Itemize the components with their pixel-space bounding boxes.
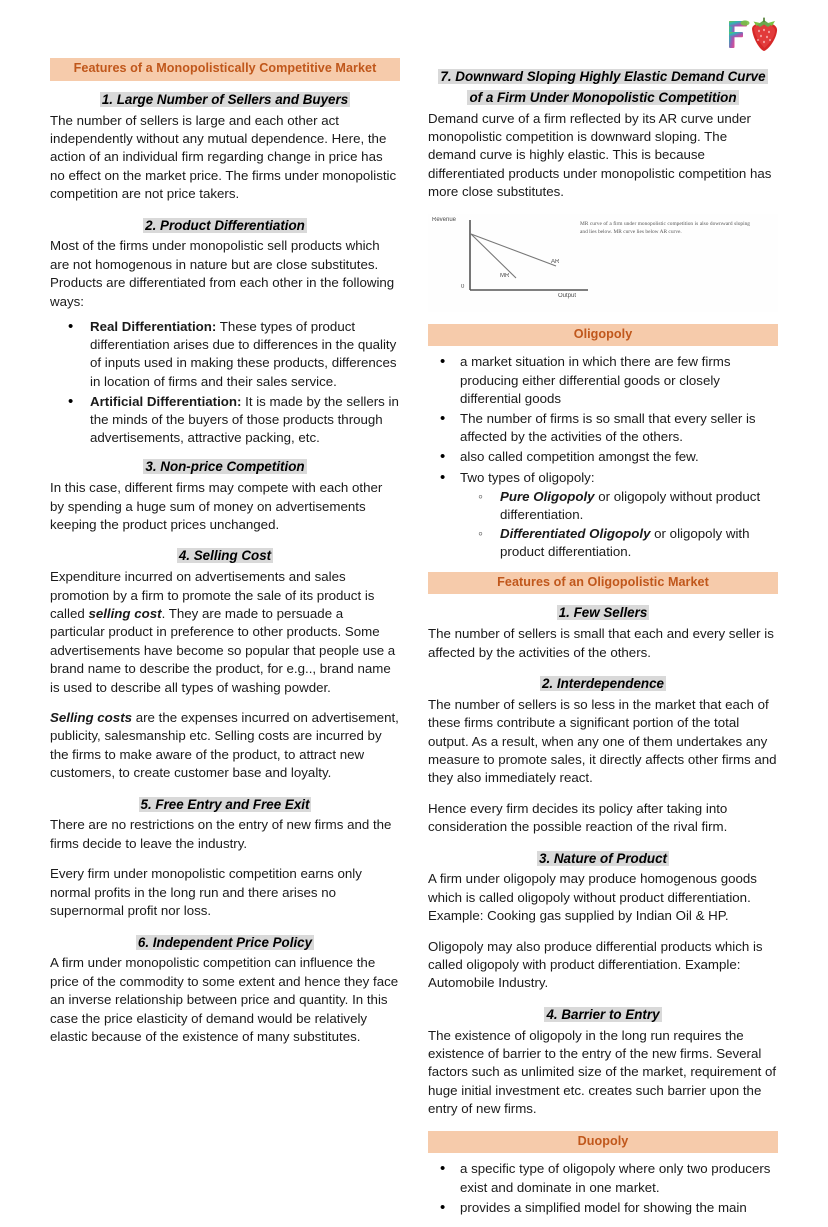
banner-monopolistic-features: Features of a Monopolistically Competitive Market [50, 58, 400, 81]
paragraph-nature-of-product-2: Oligopoly may also produce differential products which is called oligopoly with product differentiation. Example: Automobile Industry. [428, 938, 763, 991]
subheading-text: 2. Interdependence [541, 675, 665, 691]
subheading-text: 3. Nature of Product [539, 850, 667, 866]
list-duopoly-points [428, 1160, 778, 1217]
subheading-downward-sloping-demand-curve [428, 67, 778, 109]
banner-oligopoly: Oligopoly [428, 324, 778, 347]
subheading-line-1: 7. Downward Sloping Highly Elastic Demand Curve [440, 69, 766, 84]
logo-letter-f [729, 20, 750, 48]
subheading-text: 4. Selling Cost [178, 548, 272, 564]
subheading-text: 1. Few Sellers [558, 605, 648, 621]
figure-note-text: MR curve of a firm under monopolistic competition is also downward sloping and lies below. MR curve lies below AR curve. [580, 220, 750, 235]
list-item [428, 469, 778, 562]
subheading-text: 3. Non-price Competition [145, 459, 305, 475]
sub-list-item [460, 525, 778, 561]
subheading-nature-of-product [428, 849, 778, 870]
paragraph-selling-cost-2 [50, 709, 400, 783]
bullet-text: It is made by the sellers in the minds of the buyers of those products through advertisements, attractive packing, etc. [90, 393, 399, 446]
paragraph-product-differentiation: Most of the firms under monopolistic sell products which are not homogenous in nature but are close substitutes. Products are differentiated from each other in the following ways: [50, 238, 395, 309]
sub-bullet-lead: Pure Oligopoly [500, 488, 595, 504]
paragraph-interdependence-1: The number of sellers is so less in the market that each of these firms contribute a significant portion of the total output. As a result, when any one of them undertakes any measure to promote sales, it directly affects other firms and they also immediately react. [428, 696, 777, 786]
figure-x-axis-label: Output [558, 292, 577, 299]
banner-duopoly: Duopoly [428, 1131, 778, 1154]
sub-bullet-text: or oligopoly with product differentiation. [500, 526, 750, 560]
subheading-interdependence [428, 674, 778, 695]
figure-curve-mr-label: MR [500, 272, 510, 279]
sub-bullet-text: or oligopoly without product differentiation. [500, 488, 761, 522]
subheading-text: 1. Large Number of Sellers and Buyers [101, 91, 349, 107]
figure-y-axis-label: Revenue [432, 216, 457, 223]
paragraph-demand-curve: Demand curve of a firm reflected by its AR curve under monopolistic competition is downward sloping. The demand curve is highly elastic. This is because differentiated products under monopolistic competition has more close substitutes. [428, 110, 772, 200]
subheading-large-number-of-sellers [50, 90, 400, 111]
subheading-text: 5. Free Entry and Free Exit [140, 796, 310, 812]
subheading-free-entry-free-exit [50, 795, 400, 816]
list-oligopoly-points [428, 353, 778, 561]
list-differentiation-types [50, 318, 400, 447]
subheading-non-price-competition [50, 457, 400, 478]
bullet-lead: Real Differentiation: [90, 318, 217, 334]
selling-costs-text: are the expenses incurred on advertisement, publicity, salesmanship etc. Selling costs are incurred by the firms to make aware of the product, to attract new customers, to create customer base and loyalty. [50, 710, 399, 781]
figure-curve-ar-label: AR [551, 258, 560, 265]
left-column [50, 58, 400, 1227]
subheading-product-differentiation [50, 216, 400, 237]
subheading-text: 4. Barrier to Entry [546, 1006, 660, 1022]
selling-costs-emphasis: Selling costs [50, 710, 133, 726]
paragraph-large-number-of-sellers: The number of sellers is large and each other act independently without any mutual dependence. Here, the action of an individual firm regarding change in price has no effect on the market price. The firms under monopolistic competition are not price takers. [50, 112, 397, 202]
subheading-few-sellers [428, 603, 778, 624]
subheading-line-2: of a Firm Under Monopolistic Competition [469, 89, 737, 105]
logo-svg [724, 14, 788, 56]
sub-list-item [460, 488, 778, 524]
subheading-barrier-to-entry [428, 1005, 778, 1026]
bullet-text: Two types of oligopoly: [460, 469, 595, 485]
paragraph-interdependence-2: Hence every firm decides its policy after taking into consideration the possible reaction of the rival firm. [428, 800, 728, 835]
subheading-selling-cost [50, 546, 400, 567]
subheading-independent-price-policy [50, 933, 400, 954]
list-item [50, 318, 400, 391]
list-oligopoly-types [460, 488, 778, 562]
curve-ar [471, 234, 556, 266]
paragraph-nature-of-product-1: A firm under oligopoly may produce homogenous goods which is called oligopoly without product differentiation. Example: Cooking gas supplied by Indian Oil & HP. [428, 871, 757, 924]
paragraph-independent-price-policy: A firm under monopolistic competition can influence the price of the commodity to some extent and hence they face an inverse relationship between price and quantity. In this case the price elasticity of demand would be relatively elastic because of the existence of many substitutes. [50, 955, 399, 1044]
list-item: • The number of firms is so small that every seller is affected by the activities of the others. [428, 410, 778, 446]
paragraph-barrier-to-entry: The existence of oligopoly in the long run requires the existence of barrier to the entry of the new firms. Several factors such as unlimited size of the market, requirement of huge initial investment etc. creates such barrier upon the entry of new firms. [428, 1027, 777, 1117]
paragraph-non-price-competition: In this case, different firms may compete with each other by spending a huge sum of money on advertisements keeping the product prices unchanged. [50, 480, 383, 533]
list-item: • a market situation in which there are few firms producing either differential goods or closely differential goods [428, 353, 778, 408]
bullet-lead: Artificial Differentiation: [90, 393, 242, 409]
curve-mr [471, 234, 516, 278]
strawberry-icon [752, 18, 777, 52]
sub-bullet-lead: Differentiated Oligopoly [500, 526, 651, 542]
right-column [428, 58, 778, 1227]
list-item: • also called competition amongst the few. [428, 448, 778, 466]
figure-revenue-output-curves [428, 214, 778, 312]
figure-origin-label: 0 [461, 283, 465, 290]
selling-cost-text-a: Expenditure incurred on advertisements and sales promotion by a firm to promote the sale of its product is called [50, 569, 375, 622]
two-column-layout [0, 58, 828, 1227]
paragraph-few-sellers: The number of sellers is small that each and every seller is affected by the activities of the others. [428, 626, 774, 660]
banner-oligopolistic-features: Features of an Oligopolistic Market [428, 572, 778, 595]
paragraph-selling-cost-1 [50, 568, 400, 697]
list-item: • a specific type of oligopoly where only two producers exist and dominate in one market. [428, 1160, 778, 1196]
list-item [50, 393, 400, 448]
paragraph-free-entry-2: Every firm under monopolistic competition earns only normal profits in the long run and there arises no supernormal profit nor loss. [50, 866, 362, 919]
selling-cost-emphasis: selling cost [88, 606, 162, 622]
bullet-text: These types of product differentiation arises due to differences in the quality of inputs used in making these products, differences in location of firms and their sales service. [90, 318, 397, 389]
brand-logo [724, 14, 788, 56]
list-item: • provides a simplified model for showing the main [428, 1199, 778, 1217]
subheading-text: 6. Independent Price Policy [137, 934, 313, 950]
selling-cost-text-b: . They are made to persuade a particular product in preference to other products. Some advertisements have become so popular that people use a brand name to describe the product, for e.g.., brand name is used to describe all types of washing powder. [50, 606, 396, 695]
subheading-text: 2. Product Differentiation [145, 217, 305, 233]
paragraph-free-entry-1: There are no restrictions on the entry of new firms and the firms decide to leave the industry. [50, 817, 392, 851]
